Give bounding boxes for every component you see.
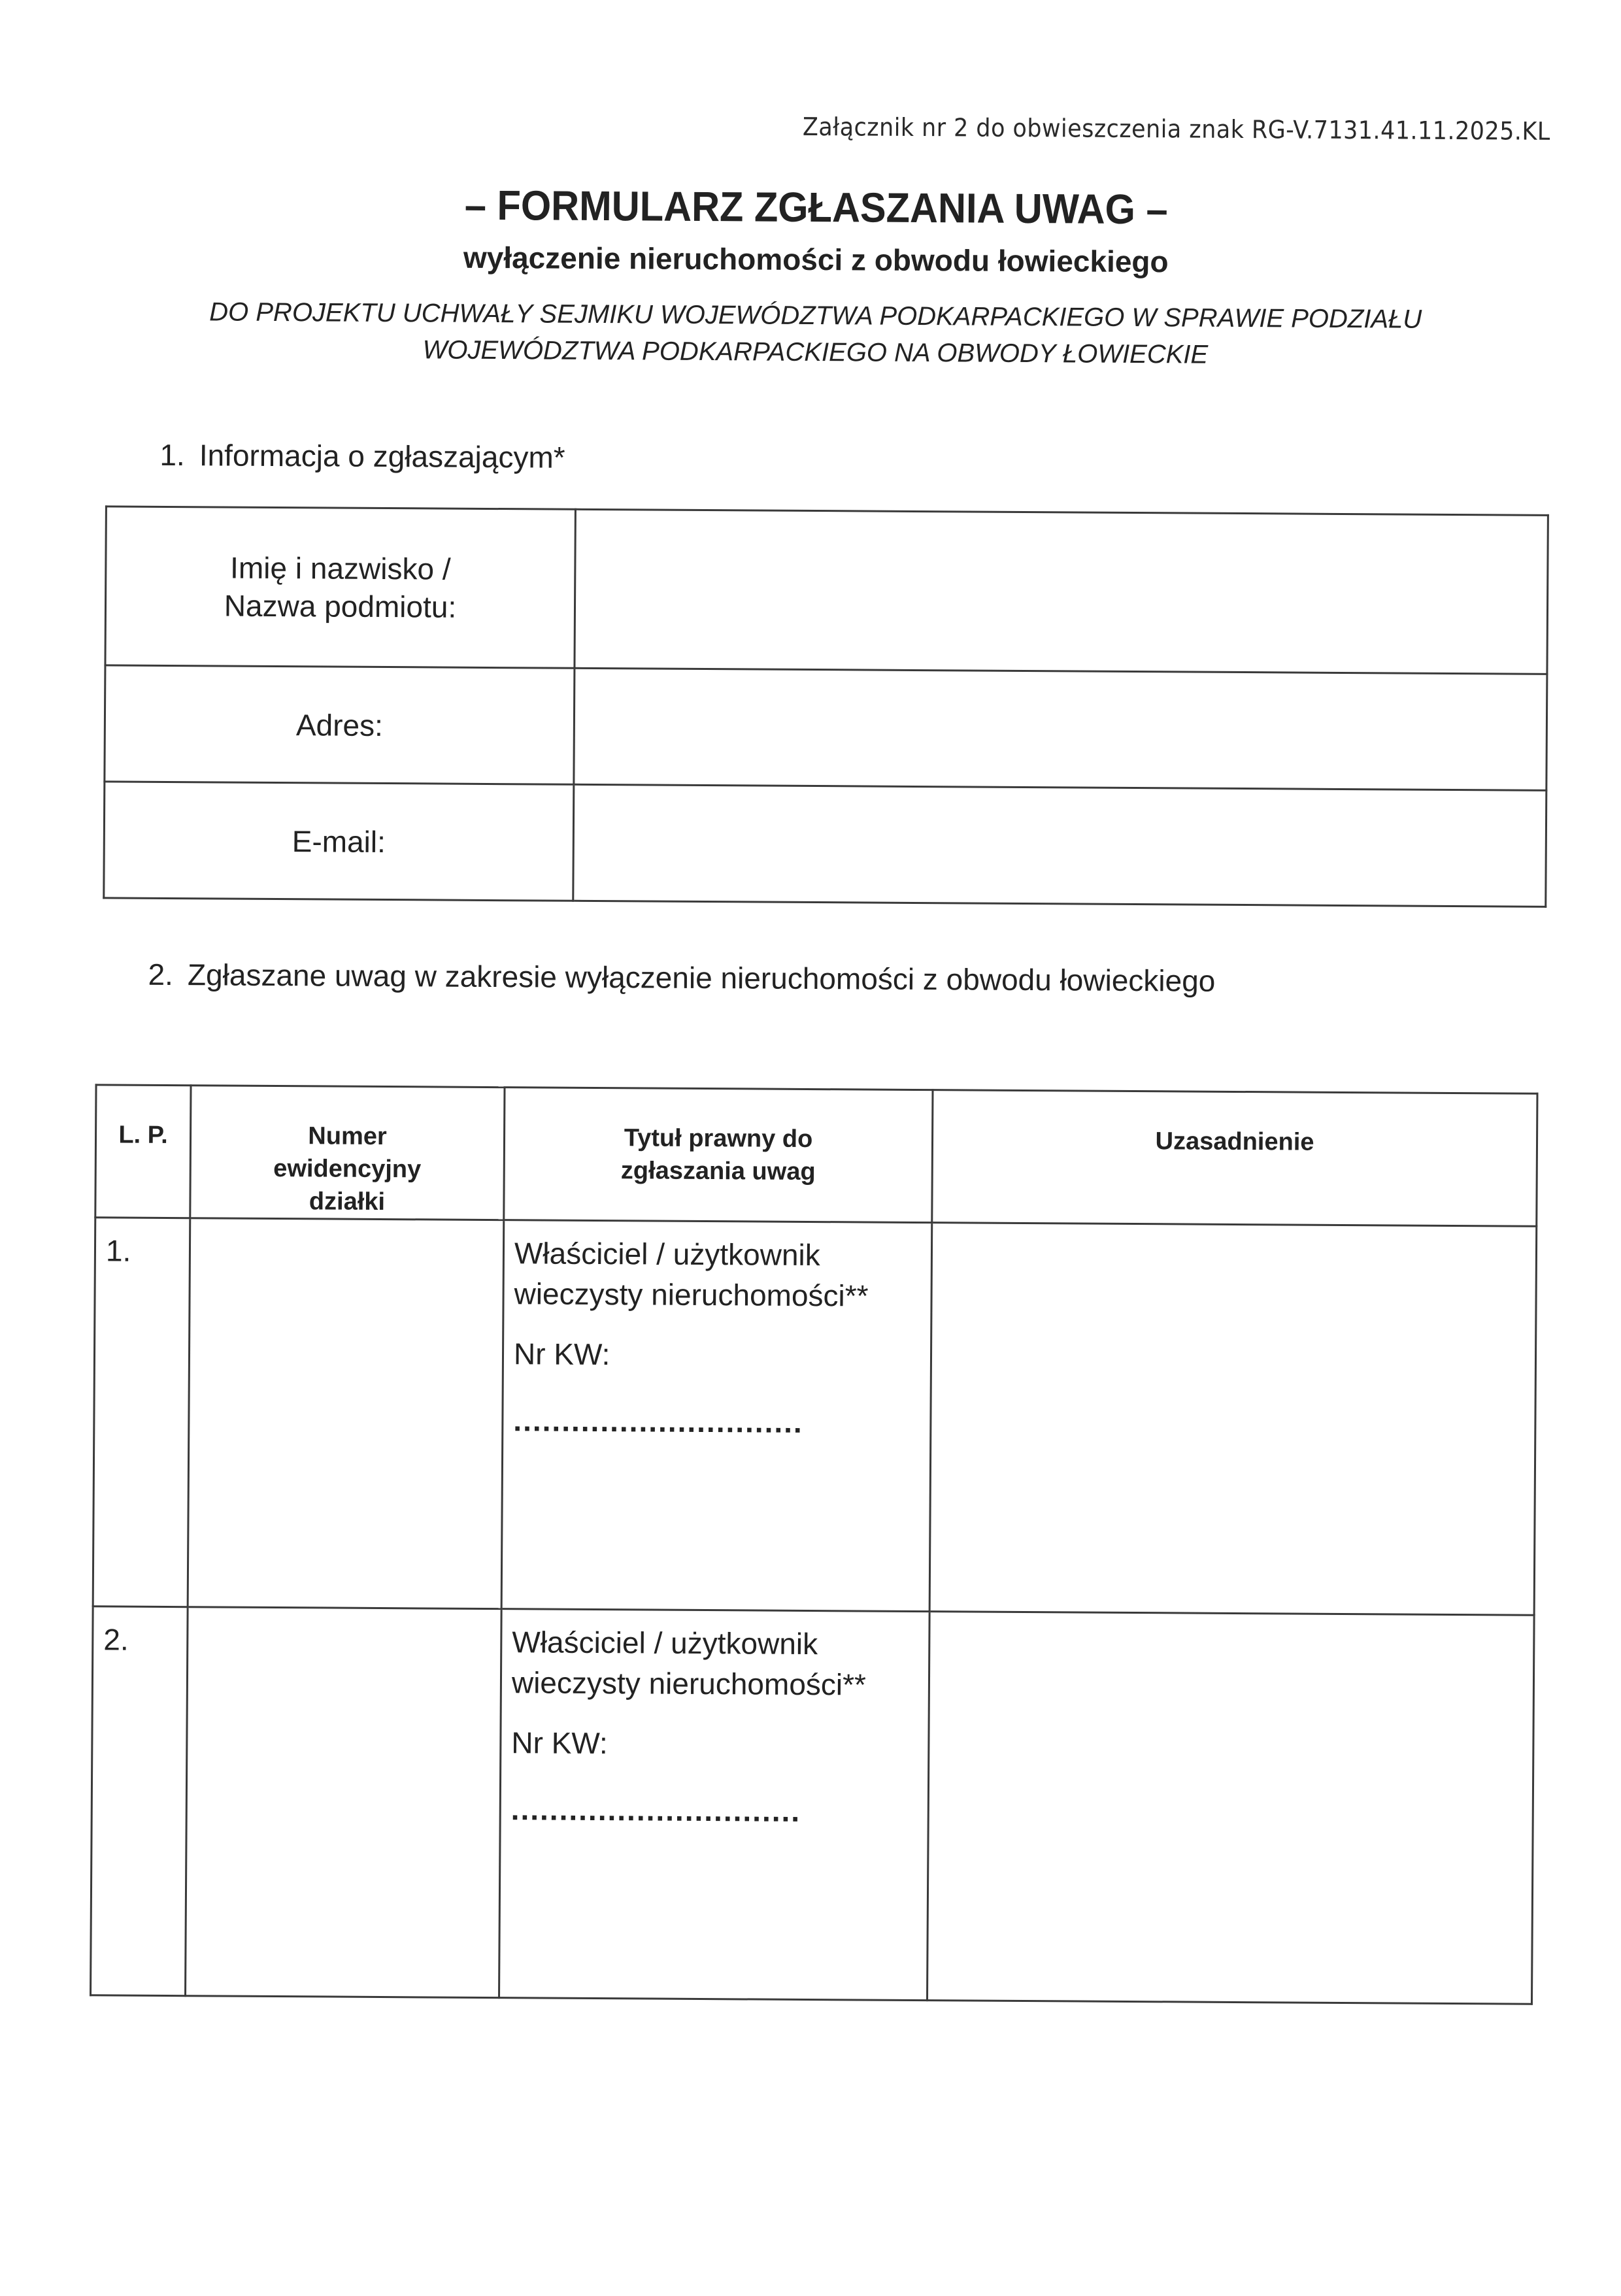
section-2-heading xyxy=(148,957,1215,999)
section-1-title: Informacja o zgłaszającym* xyxy=(199,438,565,474)
name-label-text: Imię i nazwisko / Nazwa podmiotu: xyxy=(224,550,457,624)
form-subtitle: wyłączenie nieruchomości z obwodu łowieckiego xyxy=(463,240,1169,279)
table-row xyxy=(93,1218,1537,1615)
row-1-lp: 1. xyxy=(93,1218,190,1607)
resolution-description: DO PROJEKTU UCHWAŁY SEJMIKU WOJEWÓDZTWA PODKARPACKIEGO W SPRAWIE PODZIAŁU WOJEWÓDZTWA PODKARPACKIEGO NA OBWODY ŁOWIECKIE xyxy=(209,297,1422,369)
section-2-number: 2. xyxy=(148,957,174,992)
applicant-row-email xyxy=(104,782,1546,907)
row-1-parcel-number-field[interactable] xyxy=(188,1218,504,1609)
email-label: E-mail: xyxy=(104,782,574,901)
row-2-legal-title-text: Właściciel / użytkownik wieczysty nieruchomości** xyxy=(511,1625,867,1702)
row-2-kw-label: Nr KW: xyxy=(511,1725,608,1761)
address-label: Adres: xyxy=(105,665,575,784)
row-2-legal-title xyxy=(499,1609,930,2001)
column-header-legal-title-text: Tytuł prawny do zgłaszania uwag xyxy=(620,1124,816,1186)
address-field[interactable] xyxy=(574,668,1547,790)
column-header-parcel-number xyxy=(190,1086,505,1220)
applicant-row-name xyxy=(105,507,1548,674)
row-2-lp: 2. xyxy=(91,1606,188,1996)
row-2-justification-field[interactable] xyxy=(927,1612,1534,2005)
column-header-justification: Uzasadnienie xyxy=(932,1090,1537,1227)
row-1-kw-field[interactable]: .............................. xyxy=(513,1403,803,1439)
applicant-info-table xyxy=(103,505,1549,907)
section-2-title: Zgłaszane uwag w zakresie wyłączenie nieruchomości z obwodu łowieckiego xyxy=(187,957,1216,998)
attachment-reference: Załącznik nr 2 do obwieszczenia znak RG-V.7131.41.11.2025.KL xyxy=(802,112,1550,146)
row-1-kw-label: Nr KW: xyxy=(513,1337,610,1372)
section-1-heading xyxy=(159,437,565,475)
row-2-kw-field[interactable]: .............................. xyxy=(510,1792,801,1828)
column-header-legal-title xyxy=(504,1088,933,1223)
row-1-legal-title xyxy=(501,1220,932,1612)
row-2-parcel-number-field[interactable] xyxy=(186,1607,502,1998)
remarks-table xyxy=(90,1084,1538,2005)
column-header-lp: L. P. xyxy=(95,1085,191,1218)
row-1-justification-field[interactable] xyxy=(929,1223,1537,1616)
name-label xyxy=(105,507,575,668)
section-1-number: 1. xyxy=(159,437,185,473)
form-title: – FORMULARZ ZGŁASZANIA UWAG – xyxy=(464,181,1168,233)
name-field[interactable] xyxy=(575,509,1548,674)
applicant-row-address xyxy=(105,665,1547,790)
email-field[interactable] xyxy=(573,784,1546,907)
table-row xyxy=(91,1606,1535,2004)
row-1-legal-title-text: Właściciel / użytkownik wieczysty nieruchomości** xyxy=(514,1236,869,1313)
column-header-parcel-number-text: Numer ewidencyjny działki xyxy=(273,1122,422,1216)
remarks-header-row xyxy=(95,1085,1537,1226)
